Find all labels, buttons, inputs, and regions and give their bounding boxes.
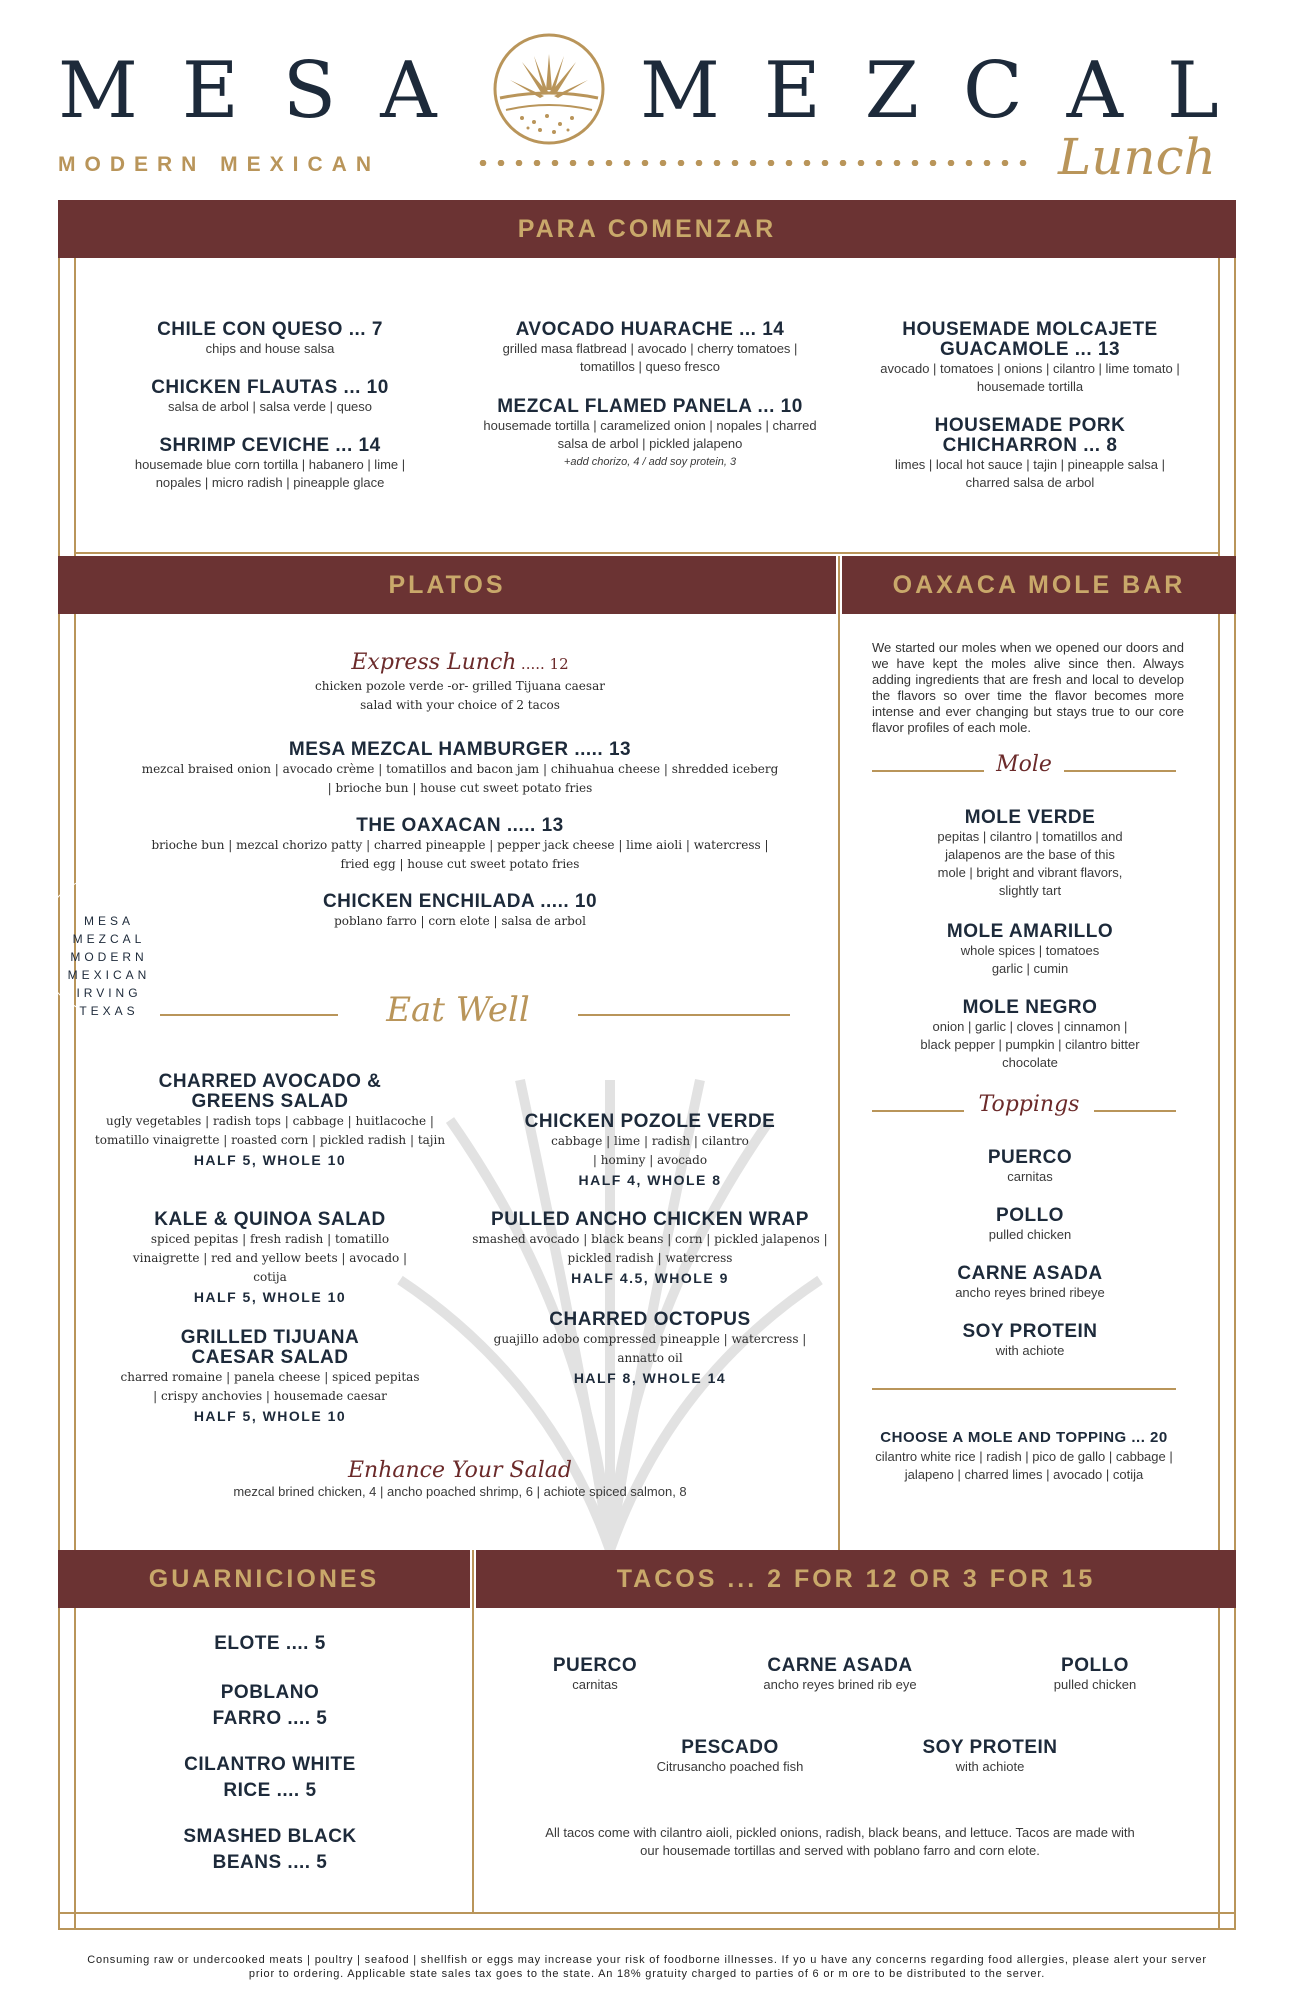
- enhance-salad: Enhance Your Salad mezcal brined chicken, 4 | ancho poached shrimp, 6 | achiote spiced salmon, 8: [233, 1458, 687, 1499]
- topping-item: POLLO pulled chicken: [988, 1205, 1072, 1242]
- salad-item: PULLED ANCHO CHICKEN WRAP smashed avocado | black beans | corn | pickled jalapenos | pickled radish | watercress HALF 4.5, WHOLE 9: [472, 1209, 828, 1286]
- menu-item: SHRIMP CEVICHE ... 14 housemade blue corn tortilla | habanero | lime | nopales | micro radish | pineapple glace: [134, 435, 406, 490]
- side-item: POBLANO FARRO .... 5: [212, 1682, 328, 1729]
- frame-line-right: [1234, 258, 1236, 1930]
- menu-item: AVOCADO HUARACHE ... 14 grilled masa flatbread | avocado | cherry tomatoes | tomatillos | queso fresco: [502, 319, 798, 374]
- salad-item: KALE & QUINOA SALAD spiced pepitas | fresh radish | tomatillo vinaigrette | red and yellow beets | avocado | cotija HALF 5, WHOLE 10: [132, 1209, 408, 1305]
- divider-line: [1094, 1110, 1176, 1112]
- mole-item: MOLE VERDE pepitas | cilantro | tomatillos and jalapenos are the base of this mole | bright and vibrant flavors, slightly tart: [937, 807, 1123, 898]
- topping-item: CARNE ASADA ancho reyes brined ribeye: [955, 1263, 1105, 1300]
- section-divider: [76, 552, 1218, 554]
- brand-word-mesa: MESA: [58, 46, 481, 136]
- menu-item: CHICKEN FLAUTAS ... 10 salsa de arbol | salsa verde | queso: [151, 377, 389, 414]
- mole-label: Mole: [996, 752, 1052, 777]
- section-header-mole-bar: OAXACA MOLE BAR: [842, 556, 1236, 614]
- menu-item: THE OAXACAN ..... 13 brioche bun | mezcal chorizo patty | charred pineapple | pepper jack cheese | lime aioli | watercress | fried egg | house cut sweet potato fries: [151, 815, 769, 871]
- frame-line-bottom: [58, 1928, 1236, 1930]
- topping-item: SOY PROTEIN with achiote: [962, 1321, 1098, 1358]
- divider-line: [872, 770, 984, 772]
- mole-bar-intro: We started our moles when we opened our doors and we have kept the moles alive since then. Always adding ingredients that are fresh and local to develop the flavors so over time the flavor becomes more intense and ever changing but stays true to our core flavor profiles of each mole.: [872, 640, 1184, 735]
- topping-item: PUERCO carnitas: [987, 1147, 1073, 1184]
- section-header-para-comenzar: PARA COMENZAR: [58, 200, 1236, 258]
- taco-item: PUERCO carnitas: [552, 1655, 638, 1692]
- tagline: MODERN MEXICAN: [58, 153, 381, 176]
- section-header-tacos: TACOS ... 2 FOR 12 OR 3 FOR 15: [476, 1550, 1236, 1608]
- menu-item: CHICKEN ENCHILADA ..... 10 poblano farro | corn elote | salsa de arbol: [322, 891, 598, 928]
- side-item: CILANTRO WHITE RICE .... 5: [184, 1754, 356, 1801]
- divider-line: [1064, 770, 1176, 772]
- frame-line-left: [58, 258, 60, 1930]
- menu-item: MEZCAL FLAMED PANELA ... 10 housemade tortilla | caramelized onion | nopales | charred salsa de arbol | pickled jalapeno +add chorizo, 4 / add soy protein, 3: [483, 396, 817, 468]
- salad-item: CHICKEN POZOLE VERDE cabbage | lime | radish | cilantro | hominy | avocado HALF 4, WHOLE 8: [524, 1111, 776, 1188]
- column-divider: [472, 1550, 474, 1914]
- divider-line: [160, 1014, 338, 1016]
- menu-item: CHILE CON QUESO ... 7 chips and house salsa: [157, 319, 383, 356]
- meal-label: Lunch: [1058, 128, 1216, 186]
- menu-item: MESA MEZCAL HAMBURGER ..... 13 mezcal braised onion | avocado crème | tomatillos and bacon jam | chihuahua cheese | shredded iceberg | brioche bun | house cut sweet potato fries: [141, 739, 779, 795]
- mole-item: MOLE AMARILLO whole spices | tomatoes garlic | cumin: [946, 921, 1114, 976]
- brand-word-mezcal: MEZCAL: [640, 46, 1263, 136]
- mole-item: MOLE NEGRO onion | garlic | cloves | cinnamon | black pepper | pumpkin | cilantro bitter chocolate: [920, 997, 1140, 1070]
- frame-line-right-inner: [1218, 258, 1220, 1930]
- section-header-platos: PLATOS: [58, 556, 836, 614]
- agave-logo-icon: [492, 32, 606, 146]
- salad-item: CHARRED AVOCADO & GREENS SALAD ugly vegetables | radish tops | cabbage | huitlacoche | tomatillo vinaigrette | roasted corn | pickled radish | tajin HALF 5, WHOLE 10: [94, 1071, 446, 1168]
- taco-item: POLLO pulled chicken: [1053, 1655, 1137, 1692]
- express-lunch: Express Lunch ..... 12 chicken pozole verde -or- grilled Tijuana caesar salad with your choice of 2 tacos: [315, 650, 605, 712]
- circular-stamp-logo: MESA MEZCAL MODERN MEXICAN IRVING TEXAS: [24, 860, 194, 1030]
- taco-note: All tacos come with cilantro aioli, pickled onions, radish, black beans, and lettuce. Tacos are made with our housemade tortillas and served with poblano farro and corn elote.: [545, 1825, 1135, 1858]
- salad-item: GRILLED TIJUANA CAESAR SALAD charred romaine | panela cheese | spiced pepitas | crispy anchovies | housemade caesar HALF 5, WHOLE 10: [120, 1327, 420, 1424]
- side-item: ELOTE .... 5: [214, 1633, 326, 1654]
- dotted-divider: [474, 160, 1034, 166]
- divider-line: [872, 1388, 1176, 1390]
- column-divider: [838, 556, 840, 1550]
- taco-item: CARNE ASADA ancho reyes brined rib eye: [763, 1655, 917, 1692]
- taco-item: PESCADO Citrusancho poached fish: [656, 1737, 804, 1774]
- footer-disclaimer: Consuming raw or undercooked meats | poultry | seafood | shellfish or eggs may increase your risk of foodborne illnesses. If yo u have any concerns regarding food allergies, please alert your server prior to ordering. Applicable state sales tax goes to the state. An 18% gratuity charged to parties of 6 or m ore to be distributed to the server.: [87, 1954, 1207, 1980]
- eat-well-label: Eat Well: [386, 990, 530, 1030]
- section-header-guarniciones: GUARNICIONES: [58, 1550, 470, 1608]
- divider-line: [578, 1014, 790, 1016]
- salad-item: CHARRED OCTOPUS guajillo adobo compressed pineapple | watercress | annatto oil HALF 8, WHOLE 14: [493, 1309, 807, 1386]
- frame-line-left-inner: [74, 258, 76, 1930]
- toppings-label: Toppings: [978, 1092, 1080, 1117]
- menu-item: HOUSEMADE MOLCAJETE GUACAMOLE ... 13 avocado | tomatoes | onions | cilantro | lime tomato | housemade tortilla: [880, 319, 1180, 394]
- menu-item: HOUSEMADE PORK CHICHARRON ... 8 limes | local hot sauce | tajin | pineapple salsa | charred salsa de arbol: [894, 415, 1166, 490]
- taco-item: SOY PROTEIN with achiote: [922, 1737, 1058, 1774]
- frame-line-bottom-inner: [58, 1912, 1236, 1914]
- divider-line: [872, 1110, 964, 1112]
- mole-combo: CHOOSE A MOLE AND TOPPING ... 20 cilantro white rice | radish | pico de gallo | cabbage | jalapeno | charred limes | avocado | cotija: [875, 1429, 1173, 1482]
- side-item: SMASHED BLACK BEANS .... 5: [183, 1826, 357, 1873]
